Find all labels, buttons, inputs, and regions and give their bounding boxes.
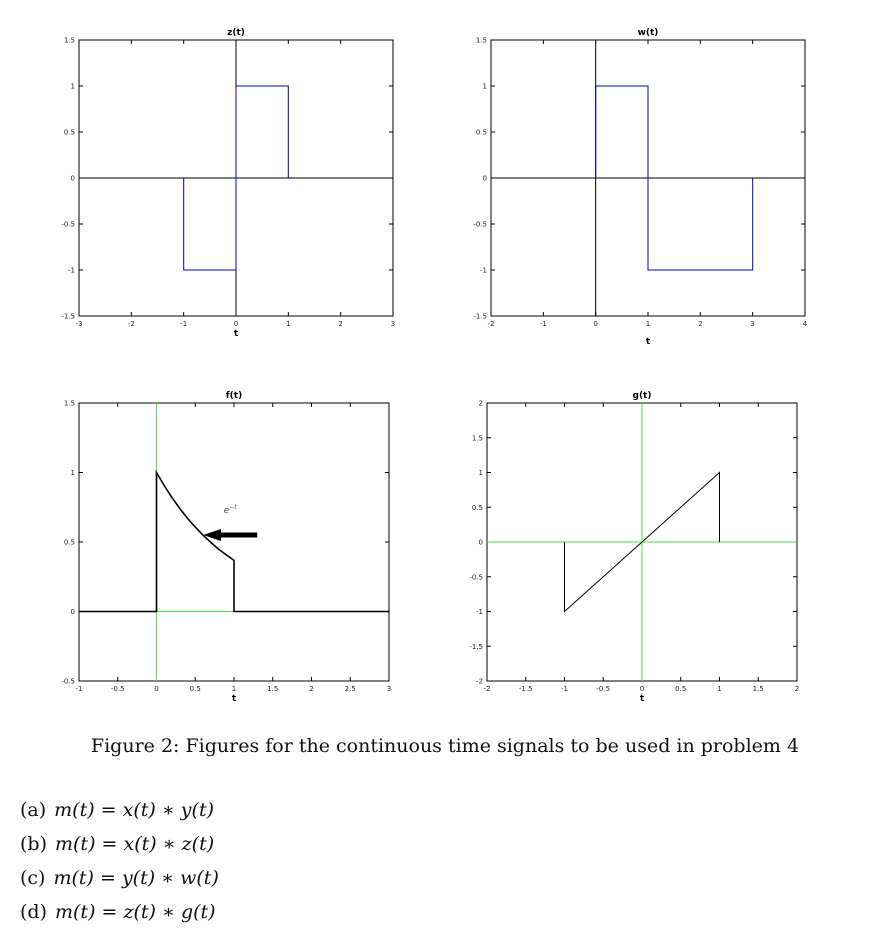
x-tick-label: -1.5 xyxy=(518,685,533,693)
x-tick-label: -0.5 xyxy=(596,685,611,693)
y-tick-label: -0.5 xyxy=(61,220,75,229)
y-tick-label: 1.5 xyxy=(63,36,75,45)
x-axis-label: t xyxy=(645,337,651,347)
chart-f xyxy=(61,391,391,704)
y-tick-label: 2 xyxy=(478,399,483,408)
x-tick-label: 2 xyxy=(338,320,343,328)
x-tick-label: 2 xyxy=(698,320,703,328)
y-tick-label: 0.5 xyxy=(471,503,483,512)
plot-frame xyxy=(79,403,389,681)
y-tick-label: -1.5 xyxy=(61,312,75,321)
y-tick-label: -1 xyxy=(68,266,75,275)
x-tick-label: 1.5 xyxy=(752,685,764,693)
x-tick-label: 1 xyxy=(286,320,291,328)
problem-label: (c) xyxy=(20,867,46,889)
problem-expression: m(t) = x(t) ∗ z(t) xyxy=(55,833,215,855)
x-tick-label: 0.5 xyxy=(189,685,201,693)
chart-z xyxy=(61,28,395,339)
y-tick-label: 0.5 xyxy=(63,128,75,137)
problem-list xyxy=(20,793,219,929)
chart-title: w(t) xyxy=(637,28,659,38)
x-tick-label: -3 xyxy=(75,320,83,328)
x-tick-label: 2 xyxy=(309,685,314,693)
x-axis-label: t xyxy=(233,329,239,339)
x-tick-label: -1 xyxy=(561,685,568,693)
x-tick-label: -1 xyxy=(180,320,188,328)
problem-expression: m(t) = x(t) ∗ y(t) xyxy=(54,799,214,821)
y-tick-label: -0.5 xyxy=(469,573,483,582)
x-tick-label: 0 xyxy=(154,685,159,693)
x-tick-label: 3 xyxy=(386,685,392,693)
x-tick-label: -2 xyxy=(483,685,491,693)
problem-a xyxy=(20,793,219,827)
y-tick-label: -0.5 xyxy=(61,677,75,686)
x-tick-label: -2 xyxy=(127,320,135,328)
x-tick-label: -0.5 xyxy=(110,685,125,693)
y-tick-label: 1.5 xyxy=(471,434,483,443)
problem-c xyxy=(20,861,219,895)
y-tick-label: 1.5 xyxy=(63,399,75,408)
y-tick-label: 0.5 xyxy=(63,538,75,547)
chart-title: g(t) xyxy=(632,391,652,401)
x-tick-label: 1.5 xyxy=(267,685,279,693)
problem-b xyxy=(20,827,219,861)
x-tick-label: -2 xyxy=(487,320,495,328)
chart-title: f(t) xyxy=(225,391,243,401)
x-tick-label: 1 xyxy=(231,685,237,693)
x-tick-label: 0.5 xyxy=(675,685,687,693)
y-tick-label: -1.5 xyxy=(469,642,483,651)
y-tick-label: 0 xyxy=(482,174,487,183)
x-tick-label: 2 xyxy=(794,685,800,693)
x-axis-label: t xyxy=(231,694,237,704)
x-tick-label: 3 xyxy=(390,320,396,328)
chart-g xyxy=(469,391,799,704)
x-tick-label: 2.5 xyxy=(344,685,356,693)
y-tick-label: -0.5 xyxy=(473,220,487,229)
x-tick-label: -1 xyxy=(539,320,547,328)
x-tick-label: 1 xyxy=(717,685,722,693)
chart-title: z(t) xyxy=(227,28,245,38)
problem-label: (d) xyxy=(20,901,47,923)
x-tick-label: -1 xyxy=(75,685,83,693)
problem-d xyxy=(20,895,219,929)
problem-label: (a) xyxy=(20,799,47,821)
y-tick-label: 1.5 xyxy=(475,36,487,45)
y-tick-label: 0 xyxy=(478,538,483,547)
x-tick-label: 4 xyxy=(802,320,808,328)
x-tick-label: 0 xyxy=(639,685,645,693)
y-tick-label: -1 xyxy=(476,608,483,616)
x-tick-label: 1 xyxy=(645,320,651,328)
annotation-base: e xyxy=(223,505,230,516)
problem-label: (b) xyxy=(20,833,47,855)
annotation-exponent: −t xyxy=(229,503,237,511)
y-tick-label: 0.5 xyxy=(475,128,487,137)
x-axis-label: t xyxy=(639,694,645,704)
problem-expression: m(t) = z(t) ∗ g(t) xyxy=(55,901,216,923)
x-tick-label: 3 xyxy=(750,320,755,328)
y-tick-label: 1 xyxy=(70,82,75,91)
problem-expression: m(t) = y(t) ∗ w(t) xyxy=(53,867,219,889)
y-tick-label: -1.5 xyxy=(473,312,487,321)
y-tick-label: 1 xyxy=(70,469,75,477)
x-tick-label: 0 xyxy=(593,320,598,328)
y-tick-label: -2 xyxy=(476,677,483,686)
figure-caption: Figure 2: Figures for the continuous time signals to be used in problem 4 xyxy=(90,735,800,757)
y-tick-label: 1 xyxy=(482,82,487,91)
x-tick-label: 0 xyxy=(233,320,239,328)
y-tick-label: 0 xyxy=(70,174,75,183)
y-tick-label: 1 xyxy=(478,469,483,477)
y-tick-label: -1 xyxy=(480,266,487,275)
y-tick-label: 0 xyxy=(70,608,75,616)
chart-w xyxy=(473,28,807,347)
